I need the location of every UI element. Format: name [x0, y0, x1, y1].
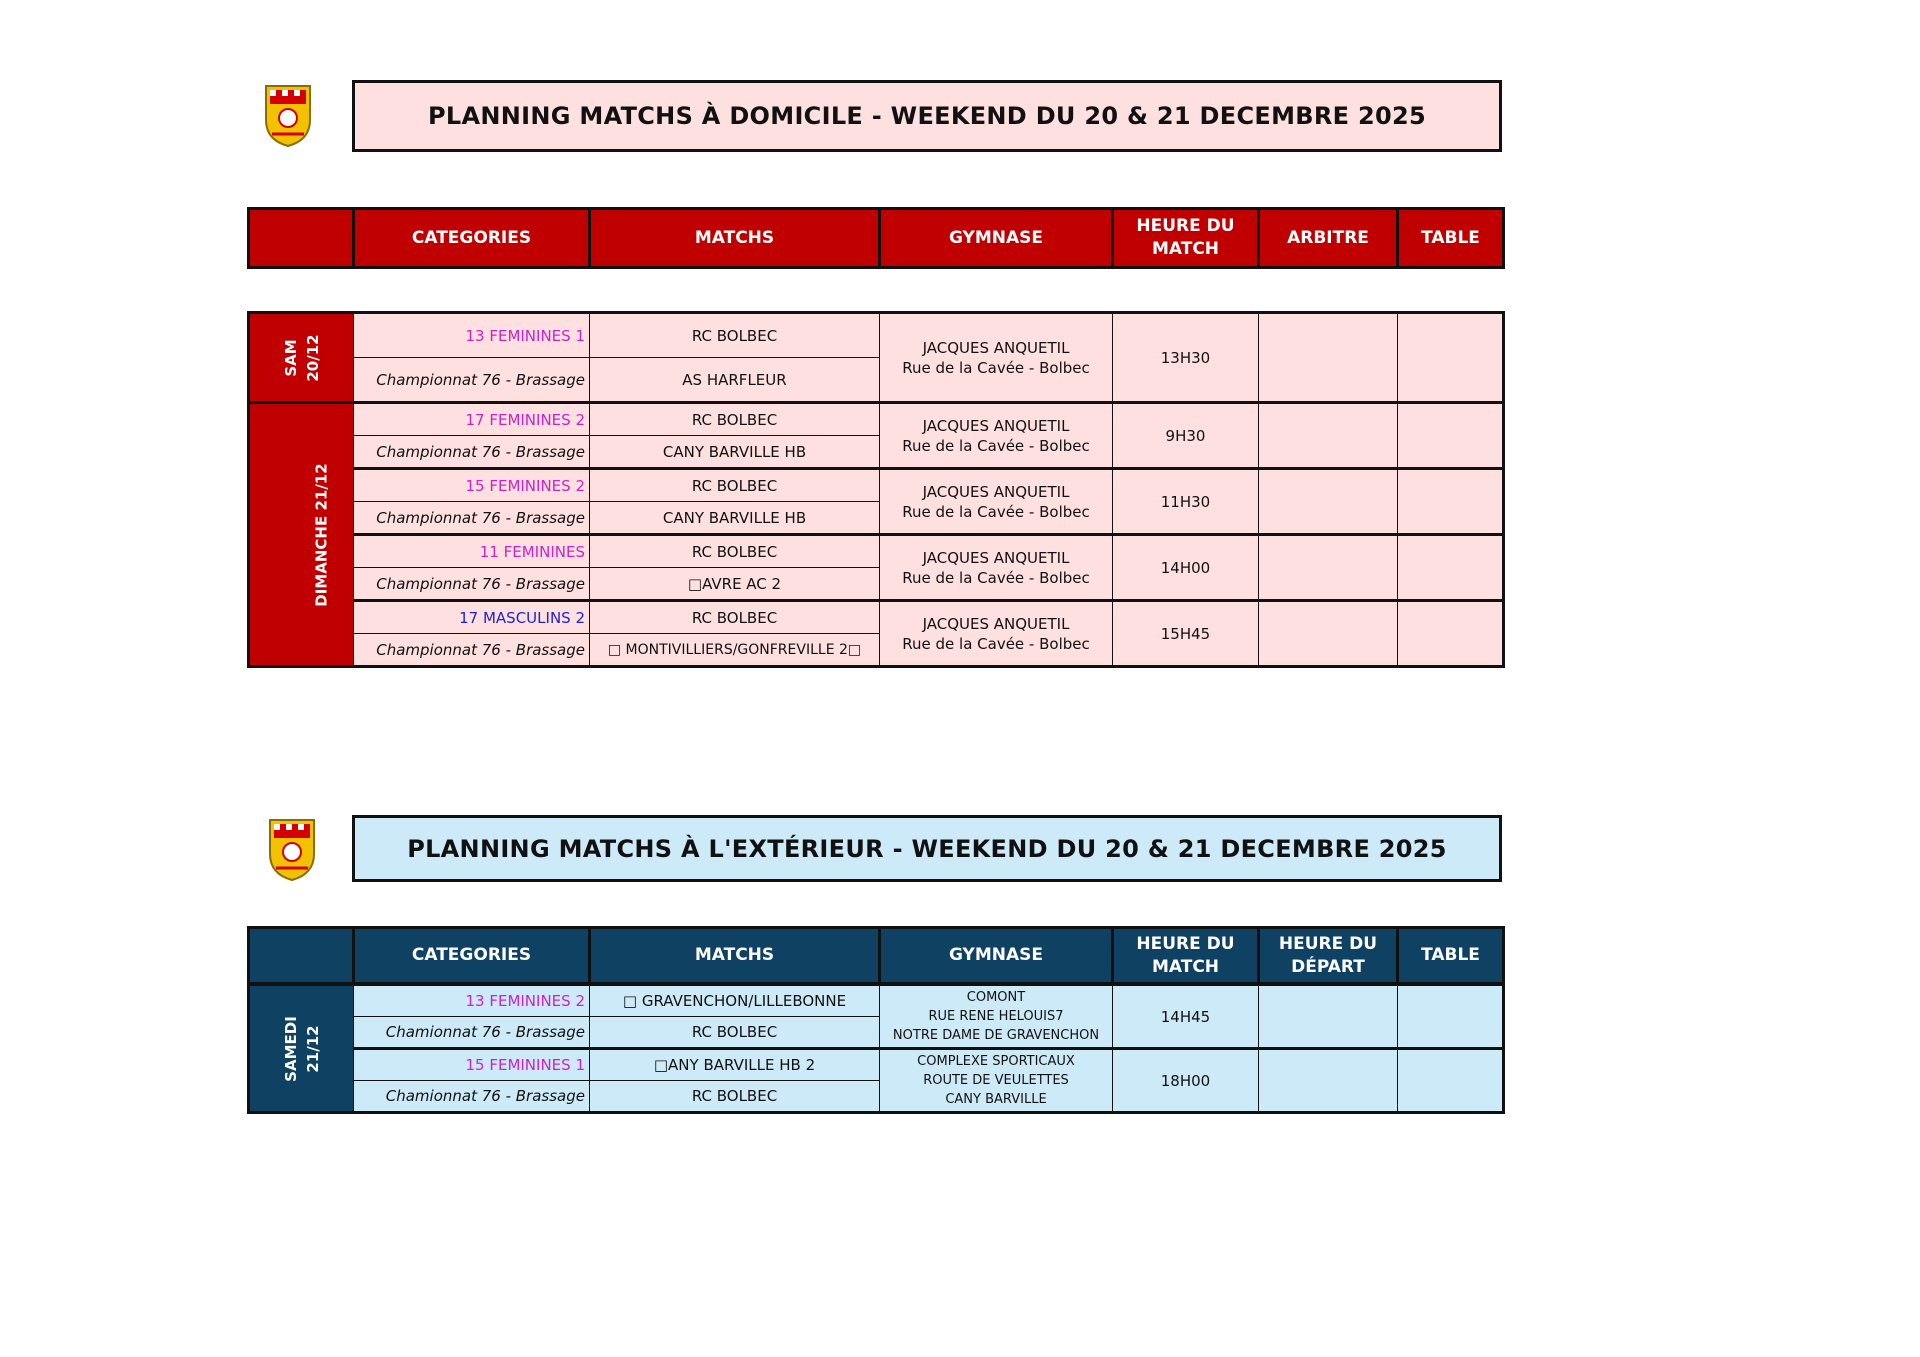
home-table-cell[interactable] — [1398, 403, 1504, 469]
away-home-team: □ GRAVENCHON/LILLEBONNE — [590, 985, 880, 1017]
away-time: 18H00 — [1113, 1049, 1259, 1113]
home-category: 15 FEMININES 2 — [354, 469, 590, 502]
away-team: CANY BARVILLE HB — [590, 436, 880, 469]
away-header-matchs: MATCHS — [590, 928, 880, 984]
home-matches-table — [247, 311, 1505, 668]
away-table-cell[interactable] — [1398, 1049, 1504, 1113]
home-time: 13H30 — [1113, 313, 1259, 403]
away-header-categories: CATEGORIES — [354, 928, 590, 984]
home-arbitre-cell[interactable] — [1259, 313, 1398, 403]
home-gymnase: JACQUES ANQUETIL Rue de la Cavée - Bolbec — [880, 601, 1113, 667]
away-team: CANY BARVILLE HB — [590, 502, 880, 535]
away-title: PLANNING MATCHS À L'EXTÉRIEUR - WEEKEND DU 20 & 21 DECEMBRE 2025 — [352, 815, 1502, 882]
home-match-row — [249, 535, 1504, 568]
away-team: □AVRE AC 2 — [590, 568, 880, 601]
home-match-row — [249, 469, 1504, 502]
home-header-arbitre: ARBITRE — [1259, 209, 1398, 268]
away-header-heure-match: HEURE DU MATCH — [1113, 928, 1259, 984]
home-gymnase: JACQUES ANQUETIL Rue de la Cavée - Bolbec — [880, 403, 1113, 469]
home-category: 17 FEMININES 2 — [354, 403, 590, 436]
away-home-team: □ANY BARVILLE HB 2 — [590, 1049, 880, 1081]
home-team: RC BOLBEC — [590, 313, 880, 358]
away-depart-cell[interactable] — [1259, 985, 1398, 1049]
away-team: □ MONTIVILLIERS/GONFREVILLE 2□ — [590, 634, 880, 667]
away-competition: Chamionnat 76 - Brassage — [354, 1081, 590, 1113]
away-team: AS HARFLEUR — [590, 358, 880, 403]
club-logo-away — [266, 816, 318, 882]
away-away-team: RC BOLBEC — [590, 1017, 880, 1049]
home-team: RC BOLBEC — [590, 403, 880, 436]
away-day-sat: SAMEDI 21/12 — [249, 985, 354, 1113]
home-competition: Championnat 76 - Brassage — [354, 502, 590, 535]
home-table-cell[interactable] — [1398, 313, 1504, 403]
away-gymnase: COMONT RUE RENE HELOUIS7 NOTRE DAME DE GRAVENCHON — [880, 985, 1113, 1049]
away-matches-table — [247, 983, 1505, 1114]
home-gymnase: JACQUES ANQUETIL Rue de la Cavée - Bolbec — [880, 469, 1113, 535]
home-table-cell[interactable] — [1398, 469, 1504, 535]
home-category: 13 FEMININES 1 — [354, 313, 590, 358]
home-arbitre-cell[interactable] — [1259, 601, 1398, 667]
away-competition: Chamionnat 76 - Brassage — [354, 1017, 590, 1049]
away-header-table — [247, 926, 1505, 985]
home-header-heure-match: HEURE DU MATCH — [1113, 209, 1259, 268]
home-competition: Championnat 76 - Brassage — [354, 358, 590, 403]
home-arbitre-cell[interactable] — [1259, 403, 1398, 469]
home-header-day — [249, 209, 354, 268]
away-depart-cell[interactable] — [1259, 1049, 1398, 1113]
home-competition: Championnat 76 - Brassage — [354, 436, 590, 469]
home-team: RC BOLBEC — [590, 601, 880, 634]
club-logo-home — [262, 82, 314, 148]
home-table-cell[interactable] — [1398, 601, 1504, 667]
away-category: 13 FEMININES 2 — [354, 985, 590, 1017]
away-category: 15 FEMININES 1 — [354, 1049, 590, 1081]
home-time: 11H30 — [1113, 469, 1259, 535]
home-arbitre-cell[interactable] — [1259, 469, 1398, 535]
home-title: PLANNING MATCHS À DOMICILE - WEEKEND DU 20 & 21 DECEMBRE 2025 — [352, 80, 1502, 152]
home-header-gymnase: GYMNASE — [880, 209, 1113, 268]
home-header-matchs: MATCHS — [590, 209, 880, 268]
away-header-gymnase: GYMNASE — [880, 928, 1113, 984]
home-competition: Championnat 76 - Brassage — [354, 634, 590, 667]
home-header-table: TABLE — [1398, 209, 1504, 268]
home-header-table — [247, 207, 1505, 269]
home-day-sat: SAM 20/12 — [249, 313, 354, 403]
away-header-table: TABLE — [1398, 928, 1504, 984]
away-header-heure-depart: HEURE DU DÉPART — [1259, 928, 1398, 984]
home-gymnase: JACQUES ANQUETIL Rue de la Cavée - Bolbec — [880, 535, 1113, 601]
home-category: 11 FEMININES — [354, 535, 590, 568]
home-day-sun: DIMANCHE 21/12 — [249, 403, 354, 667]
home-gymnase: JACQUES ANQUETIL Rue de la Cavée - Bolbec — [880, 313, 1113, 403]
away-match-row — [249, 1049, 1504, 1081]
home-arbitre-cell[interactable] — [1259, 535, 1398, 601]
home-team: RC BOLBEC — [590, 469, 880, 502]
home-time: 9H30 — [1113, 403, 1259, 469]
home-time: 15H45 — [1113, 601, 1259, 667]
home-match-row — [249, 601, 1504, 634]
home-category: 17 MASCULINS 2 — [354, 601, 590, 634]
home-table-cell[interactable] — [1398, 535, 1504, 601]
home-header-categories: CATEGORIES — [354, 209, 590, 268]
away-table-cell[interactable] — [1398, 985, 1504, 1049]
home-competition: Championnat 76 - Brassage — [354, 568, 590, 601]
away-gymnase: COMPLEXE SPORTICAUX ROUTE DE VEULETTES CANY BARVILLE — [880, 1049, 1113, 1113]
away-away-team: RC BOLBEC — [590, 1081, 880, 1113]
home-match-row — [249, 313, 1504, 358]
home-match-row — [249, 403, 1504, 436]
away-time: 14H45 — [1113, 985, 1259, 1049]
home-team: RC BOLBEC — [590, 535, 880, 568]
home-time: 14H00 — [1113, 535, 1259, 601]
away-header-day — [249, 928, 354, 984]
away-match-row — [249, 985, 1504, 1017]
